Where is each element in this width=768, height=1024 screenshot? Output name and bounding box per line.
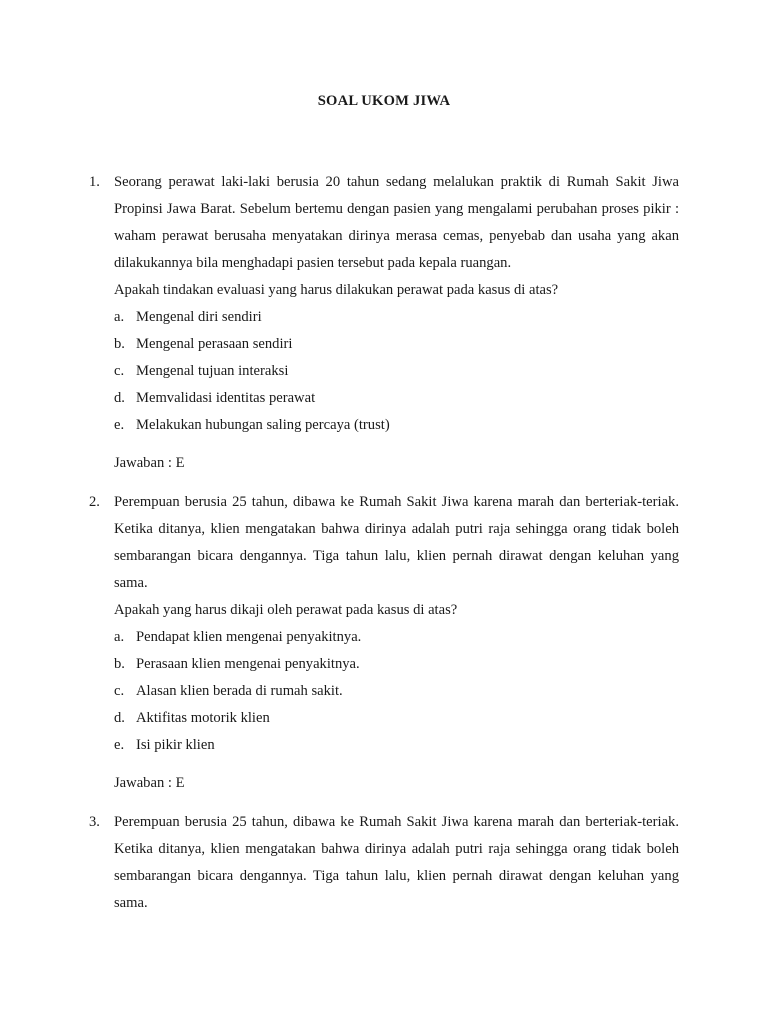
option-letter: c. bbox=[114, 683, 125, 699]
option-text: Alasan klien berada di rumah sakit. bbox=[136, 683, 343, 699]
option-e bbox=[114, 732, 679, 759]
question-body bbox=[114, 809, 679, 917]
option-e bbox=[114, 412, 679, 439]
option-text: Perasaan klien mengenai penyakitnya. bbox=[136, 656, 360, 672]
option-text: Pendapat klien mengenai penyakitnya. bbox=[136, 629, 362, 645]
question-2 bbox=[89, 489, 679, 797]
option-d bbox=[114, 385, 679, 412]
option-b bbox=[114, 651, 679, 678]
option-letter: e. bbox=[114, 737, 125, 753]
question-prompt: Apakah tindakan evaluasi yang harus dilakukan perawat pada kasus di atas? bbox=[114, 282, 559, 298]
option-letter: d. bbox=[114, 390, 125, 406]
question-1 bbox=[89, 169, 679, 477]
question-number: 2. bbox=[89, 494, 100, 510]
option-letter: a. bbox=[114, 629, 125, 645]
option-letter: c. bbox=[114, 363, 125, 379]
option-letter: b. bbox=[114, 336, 125, 352]
option-letter: b. bbox=[114, 656, 125, 672]
option-a bbox=[114, 624, 679, 651]
answer-key: Jawaban : E bbox=[114, 775, 185, 791]
option-c bbox=[114, 358, 679, 385]
option-c bbox=[114, 678, 679, 705]
question-prompt: Apakah yang harus dikaji oleh perawat pada kasus di atas? bbox=[114, 602, 458, 618]
question-scenario: Perempuan berusia 25 tahun, dibawa ke Rumah Sakit Jiwa karena marah dan berteriak-teriak. Ketika ditanya, klien mengatakan bahwa dirinya adalah putri raja sehingga orang tidak boleh sembarangan bicara dengannya. Tiga tahun lalu, klien pernah dirawat dengan keluhan yang sama. bbox=[114, 814, 679, 911]
question-scenario: Seorang perawat laki-laki berusia 20 tahun sedang melalukan praktik di Rumah Sakit Jiwa Propinsi Jawa Barat. Sebelum bertemu dengan pasien yang mengalami perubahan proses pikir : waham perawat berusaha menyatakan dirinya merasa cemas, penyebab dan usaha yang akan dilakukannya bila menghadapi pasien tersebut pada kepala ruangan. bbox=[114, 174, 679, 271]
question-number: 3. bbox=[89, 814, 100, 830]
options-list bbox=[114, 304, 679, 439]
option-b bbox=[114, 331, 679, 358]
option-letter: a. bbox=[114, 309, 125, 325]
option-text: Mengenal perasaan sendiri bbox=[136, 336, 293, 352]
option-letter: d. bbox=[114, 710, 125, 726]
page-title: SOAL UKOM JIWA bbox=[317, 93, 451, 109]
option-a bbox=[114, 304, 679, 331]
question-body bbox=[114, 169, 679, 477]
answer-key: Jawaban : E bbox=[114, 455, 185, 471]
question-number: 1. bbox=[89, 174, 100, 190]
option-text: Mengenal diri sendiri bbox=[136, 309, 262, 325]
option-letter: e. bbox=[114, 417, 125, 433]
question-3 bbox=[89, 809, 679, 917]
question-body bbox=[114, 489, 679, 797]
option-text: Isi pikir klien bbox=[136, 737, 215, 753]
option-text: Memvalidasi identitas perawat bbox=[136, 390, 316, 406]
option-d bbox=[114, 705, 679, 732]
option-text: Aktifitas motorik klien bbox=[136, 710, 270, 726]
option-text: Melakukan hubungan saling percaya (trust) bbox=[136, 417, 390, 433]
options-list bbox=[114, 624, 679, 759]
option-text: Mengenal tujuan interaksi bbox=[136, 363, 289, 379]
question-scenario: Perempuan berusia 25 tahun, dibawa ke Rumah Sakit Jiwa karena marah dan berteriak-teriak. Ketika ditanya, klien mengatakan bahwa dirinya adalah putri raja sehingga orang tidak boleh sembarangan bicara dengannya. Tiga tahun lalu, klien pernah dirawat dengan keluhan yang sama. bbox=[114, 494, 679, 591]
